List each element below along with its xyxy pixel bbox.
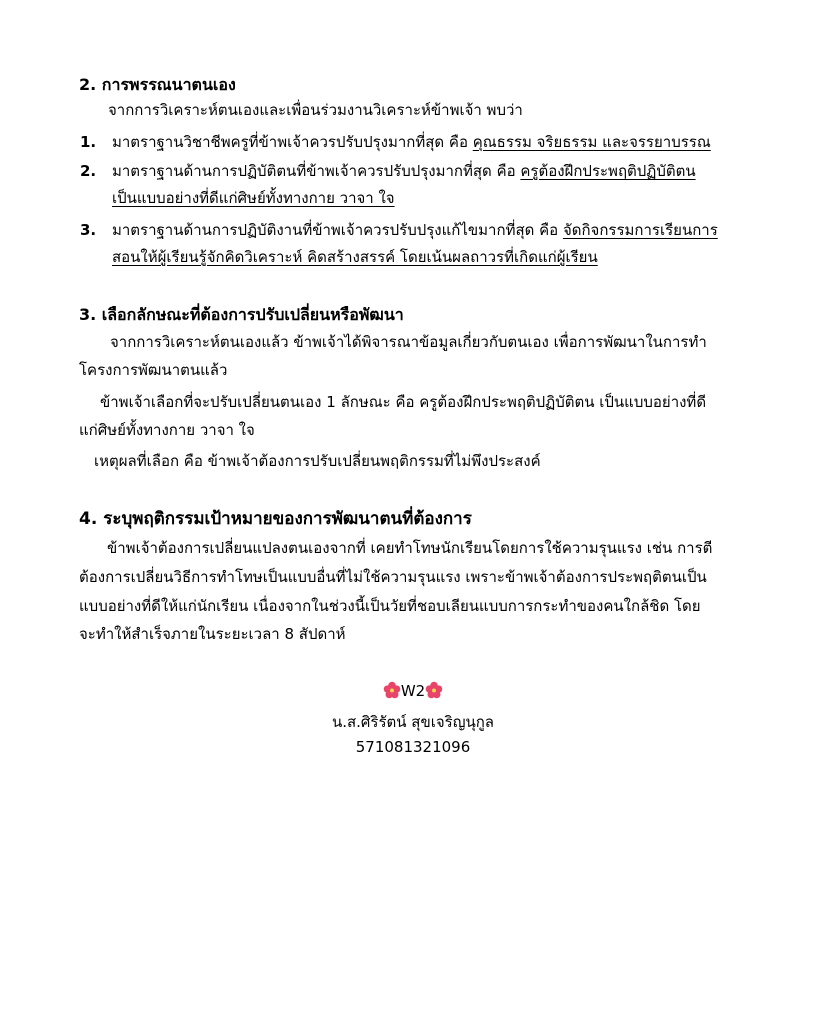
item-2-emphasis: ครูต้องฝึกประพฤติปฏิบัติตน: [520, 162, 696, 180]
section-3-para1-line1: จากการวิเคราะห์ตนเองแล้ว ข้าพเจ้าได้พิจารณาข้อมูลเกี่ยวกับตนเอง เพื่อการพัฒนาในการทำ: [110, 333, 707, 351]
item-1-lead: มาตราฐานวิชาชีพครูที่ข้าพเจ้าควรปรับปรุงมากที่สุด คือ: [112, 133, 473, 151]
section-2-title: 2. การพรรณนาตนเอง: [79, 75, 236, 94]
item-1-number: 1.: [80, 133, 97, 151]
item-2-text: [112, 164, 696, 179]
signature-code-line: [0, 681, 826, 700]
section-3-para2-line2: แก่ศิษย์ทั้งทางกาย วาจา ใจ: [79, 421, 255, 439]
item-3-continuation: สอนให้ผู้เรียนรู้จักคิดวิเคราะห์ คิดสร้างสรรค์ โดยเน้นผลถาวรที่เกิดแก่ผู้เรียน: [112, 248, 598, 266]
item-2-number: 2.: [80, 162, 97, 180]
section-3-para1-line2: โครงการพัฒนาตนแล้ว: [79, 361, 228, 379]
item-3-lead: มาตราฐานด้านการปฏิบัติงานที่ข้าพเจ้าควรปรับปรุงแก้ไขมากที่สุด คือ: [112, 221, 563, 239]
item-1-emphasis: คุณธรรม จริยธรรม และจรรยาบรรณ: [472, 133, 711, 151]
section-2-intro: จากการวิเคราะห์ตนเองและเพื่อนร่วมงานวิเคราะห์ข้าพเจ้า พบว่า: [108, 101, 523, 119]
section-3-para2-line1: ข้าพเจ้าเลือกที่จะปรับเปลี่ยนตนเอง 1 ลักษณะ คือ ครูต้องฝึกประพฤติปฏิบัติตน เป็นแบบอย่างที่ดี: [100, 393, 707, 411]
student-id: 571081321096: [355, 738, 471, 756]
hibiscus-flower-icon: [383, 681, 401, 699]
section-3-title: 3. เลือกลักษณะที่ต้องการปรับเปลี่ยนหรือพัฒนา: [79, 305, 404, 324]
item-2-continuation: เป็นแบบอย่างที่ดีแก่ศิษย์ทั้งทางกาย วาจา ใจ: [112, 189, 395, 207]
section-3-reason: เหตุผลที่เลือก คือ ข้าพเจ้าต้องการปรับเปลี่ยนพฤติกรรมที่ไม่พึงประสงค์: [94, 452, 541, 470]
signature-code: W2: [400, 682, 426, 700]
hibiscus-flower-icon: [425, 681, 443, 699]
item-3-number: 3.: [80, 221, 97, 239]
item-1-text: [112, 135, 711, 150]
section-4-line-4: จะทำให้สำเร็จภายในระยะเวลา 8 สัปดาห์: [79, 625, 346, 643]
signature-name: น.ส.ศิริรัตน์ สุขเจริญนุกูล: [331, 713, 495, 731]
item-3-emphasis: จัดกิจกรรมการเรียนการ: [562, 221, 718, 239]
section-4-line-3: แบบอย่างที่ดีให้แก่นักเรียน เนื่องจากในช่วงนี้เป็นวัยที่ชอบเลียนแบบการกระทำของคนใกล้ชิด โดย: [79, 597, 701, 615]
section-4-line-1: ข้าพเจ้าต้องการเปลี่ยนแปลงตนเองจากที่ เคยทำโทษนักเรียนโดยการใช้ความรุนแรง เช่น การตี: [107, 539, 713, 557]
section-4-line-2: ต้องการเปลี่ยนวิธีการทำโทษเป็นแบบอื่นที่ไม่ใช้ความรุนแรง เพราะข้าพเจ้าต้องการประพฤติตนเป็น: [79, 568, 707, 586]
section-4-title: 4. ระบุพฤติกรรมเป้าหมายของการพัฒนาตนที่ต้องการ: [79, 509, 472, 529]
item-3-text: [112, 223, 718, 238]
item-2-lead: มาตราฐานด้านการปฏิบัติตนที่ข้าพเจ้าควรปรับปรุงมากที่สุด คือ: [112, 162, 521, 180]
